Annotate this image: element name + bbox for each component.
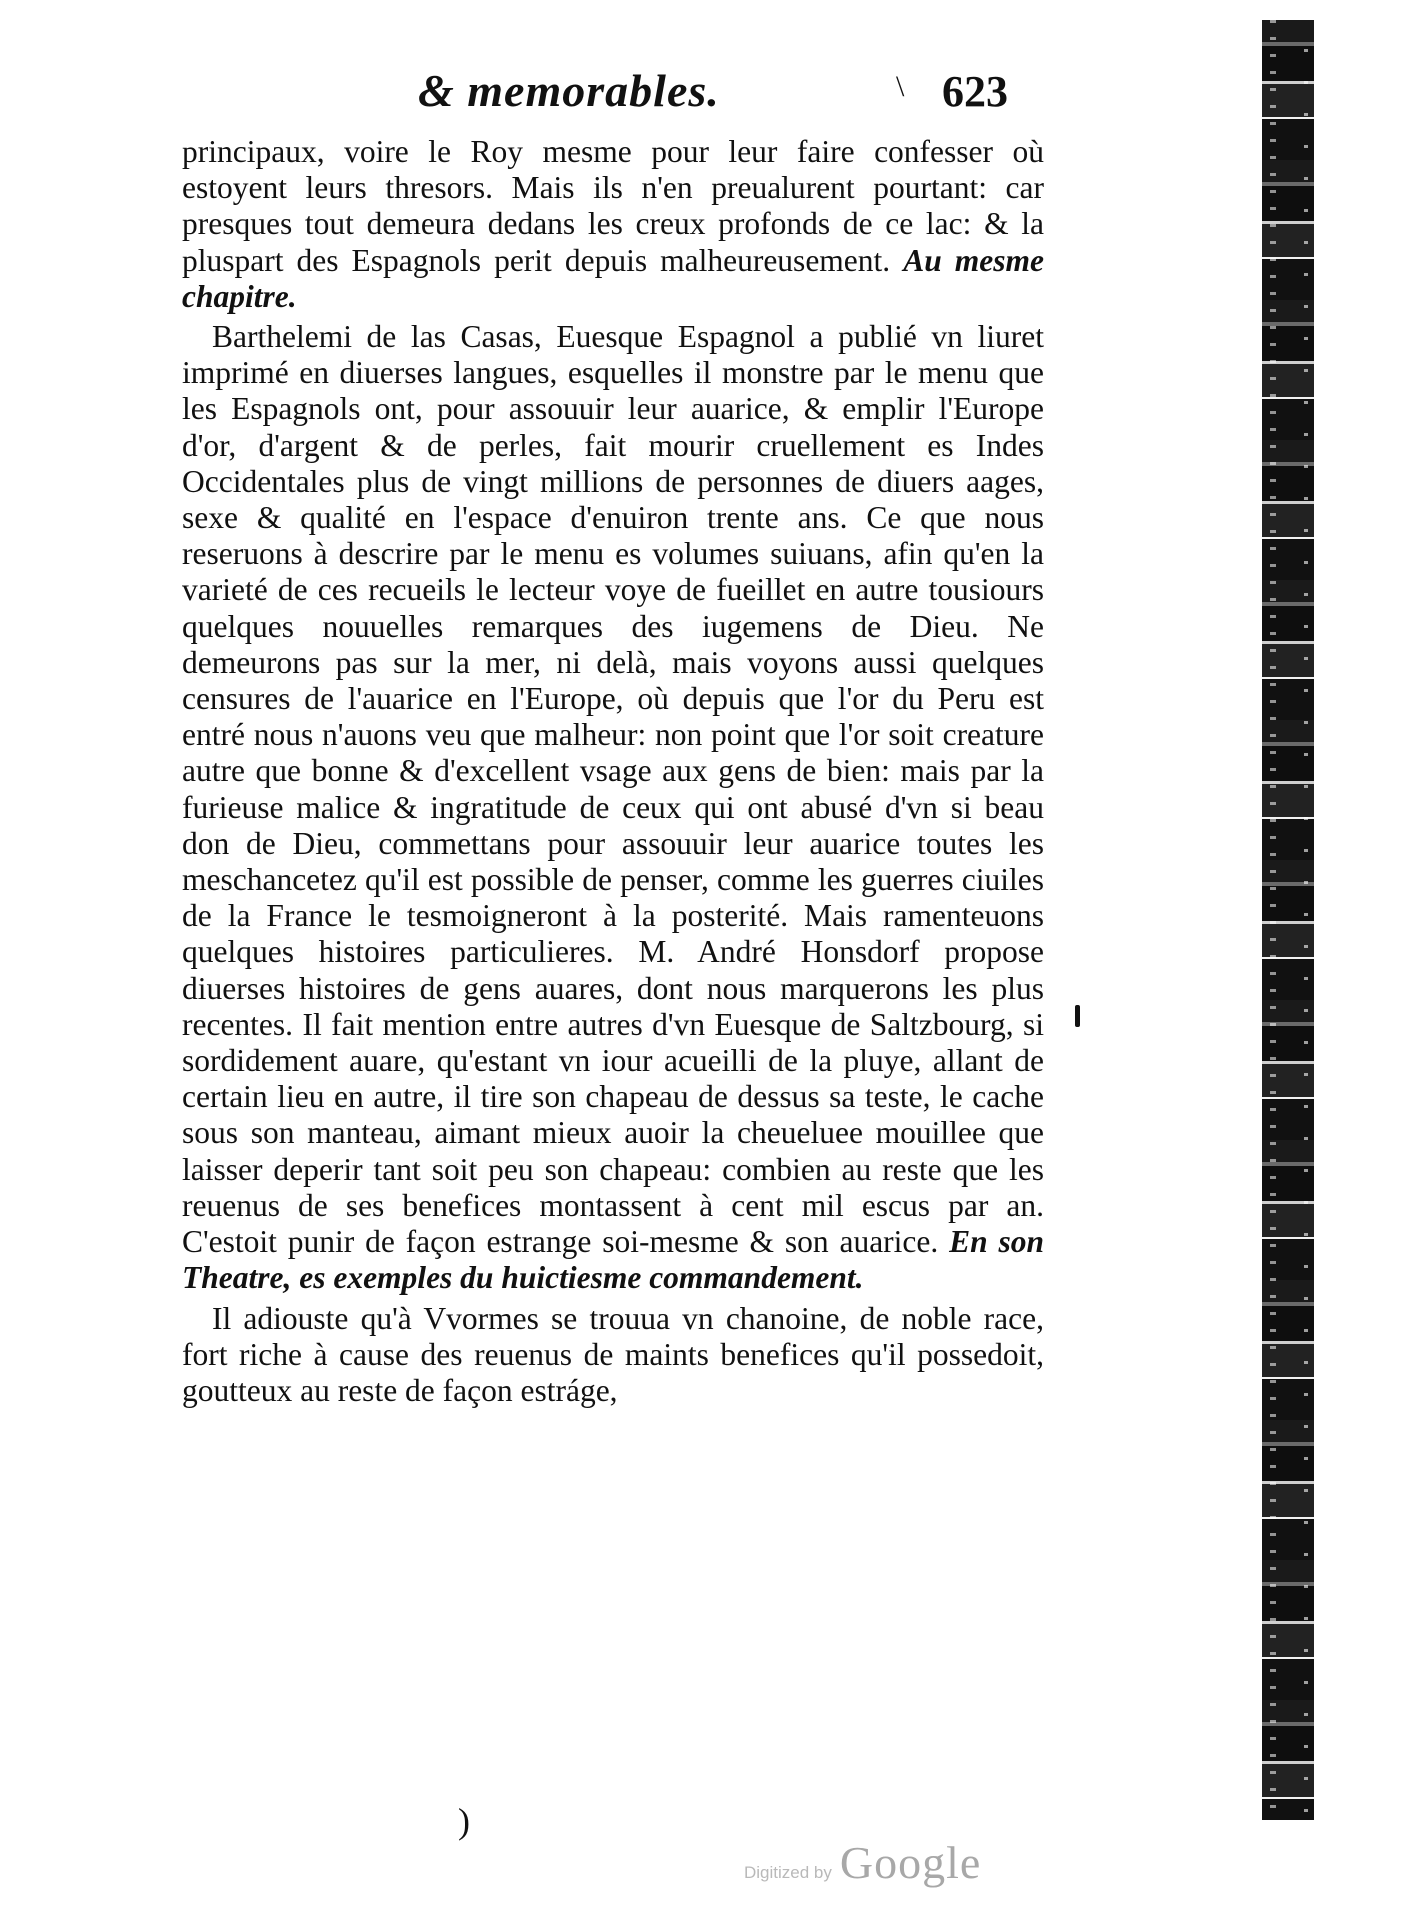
paragraph-1-text: principaux, voire le Roy mesme pour leur faire confesser où estoyent leurs thresors. Mais ils n'en preualurent pourtant: car presques tout demeura dedans les creux profonds de ce lac: & la pluspart des Espagnols perit depuis malheureusement.: [182, 134, 1044, 278]
digitized-watermark: [744, 1836, 982, 1888]
body-text: [182, 134, 1044, 1409]
digitized-by-label: Digitized by: [744, 1863, 832, 1882]
page-header: [180, 62, 1040, 132]
paragraph-2-citation: En son Theatre, es exemples du huictiesme commandement.: [182, 1224, 1045, 1296]
page-number: 623: [942, 67, 1008, 116]
margin-ink-mark: [1075, 1005, 1080, 1027]
paragraph-3-text: Il adiouste qu'à Vvormes se trouua vn chanoine, de noble race, fort riche à cause des reuenus de maints benefices qu'il possedoit, goutteux au reste de façon estráge,: [182, 1300, 1044, 1408]
paragraph-2: [182, 319, 1044, 1296]
paragraph-3: [182, 1301, 1044, 1410]
scanned-page-edge: [1262, 20, 1314, 1820]
google-logo: Google: [839, 1837, 982, 1888]
running-head: & memorables.: [418, 65, 720, 116]
bottom-mark: ): [458, 1801, 470, 1841]
paragraph-1-citation: Au mesme chapitre.: [182, 242, 1044, 314]
paragraph-2-text: Barthelemi de las Casas, Euesque Espagnol a publié vn liuret imprimé en diuerses langues, esquelles il monstre par le menu que les Espagnols ont, pour assouuir leur auarice, & emplir l'Europe d'or, d'argent & de perles, fait mourir cruellement es Indes Occidentales plus de vingt millions de personnes de diuers aages, sexe & qualité en l'espace d'enuiron trente ans. Ce que nous reseruons à descrire par le menu es volumes suiuans, afin qu'en la varieté de ces recueils le lecteur voye de fueillet en autre tousiours quelques nouuelles remarques des iugemens de Dieu. Ne demeurons pas sur la mer, ni delà, mais voyons aussi quelques censures de l'auarice en l'Europe, où depuis que l'or du Peru est entré nous n'auons veu que malheur: non point que l'or soit creature autre que bonne & d'excellent vsage aux gens de bien: mais par la furieuse malice & ingratitude de ceux qui ont abusé d'vn si beau don de Dieu, commettans pour assouuir leur auarice toutes les meschancetez qu'il est possible de penser, comme les guerres ciuiles de la France le tesmoigneront à la posterité. Mais ramenteuons quelques histoires particulieres. M. André Honsdorf propose diuerses histoires de gens auares, dont nous marquerons les plus recentes. Il fait mention entre autres d'vn Euesque de Saltzbourg, si sordidement auare, qu'estant vn iour acueilli de la pluye, allant de certain lieu en autre, il tire son chapeau de dessus sa teste, le cache sous son manteau, aimant mieux auoir la cheueluee mouillee que laisser deperir tant soit peu son chapeau: combien au reste que les reuenus de ses benefices montassent à cent mil escus par an. C'estoit punir de façon estrange soi-mesme & son auarice.: [182, 319, 1044, 1260]
header-mark: \: [896, 70, 905, 103]
paragraph-1: [182, 134, 1044, 315]
